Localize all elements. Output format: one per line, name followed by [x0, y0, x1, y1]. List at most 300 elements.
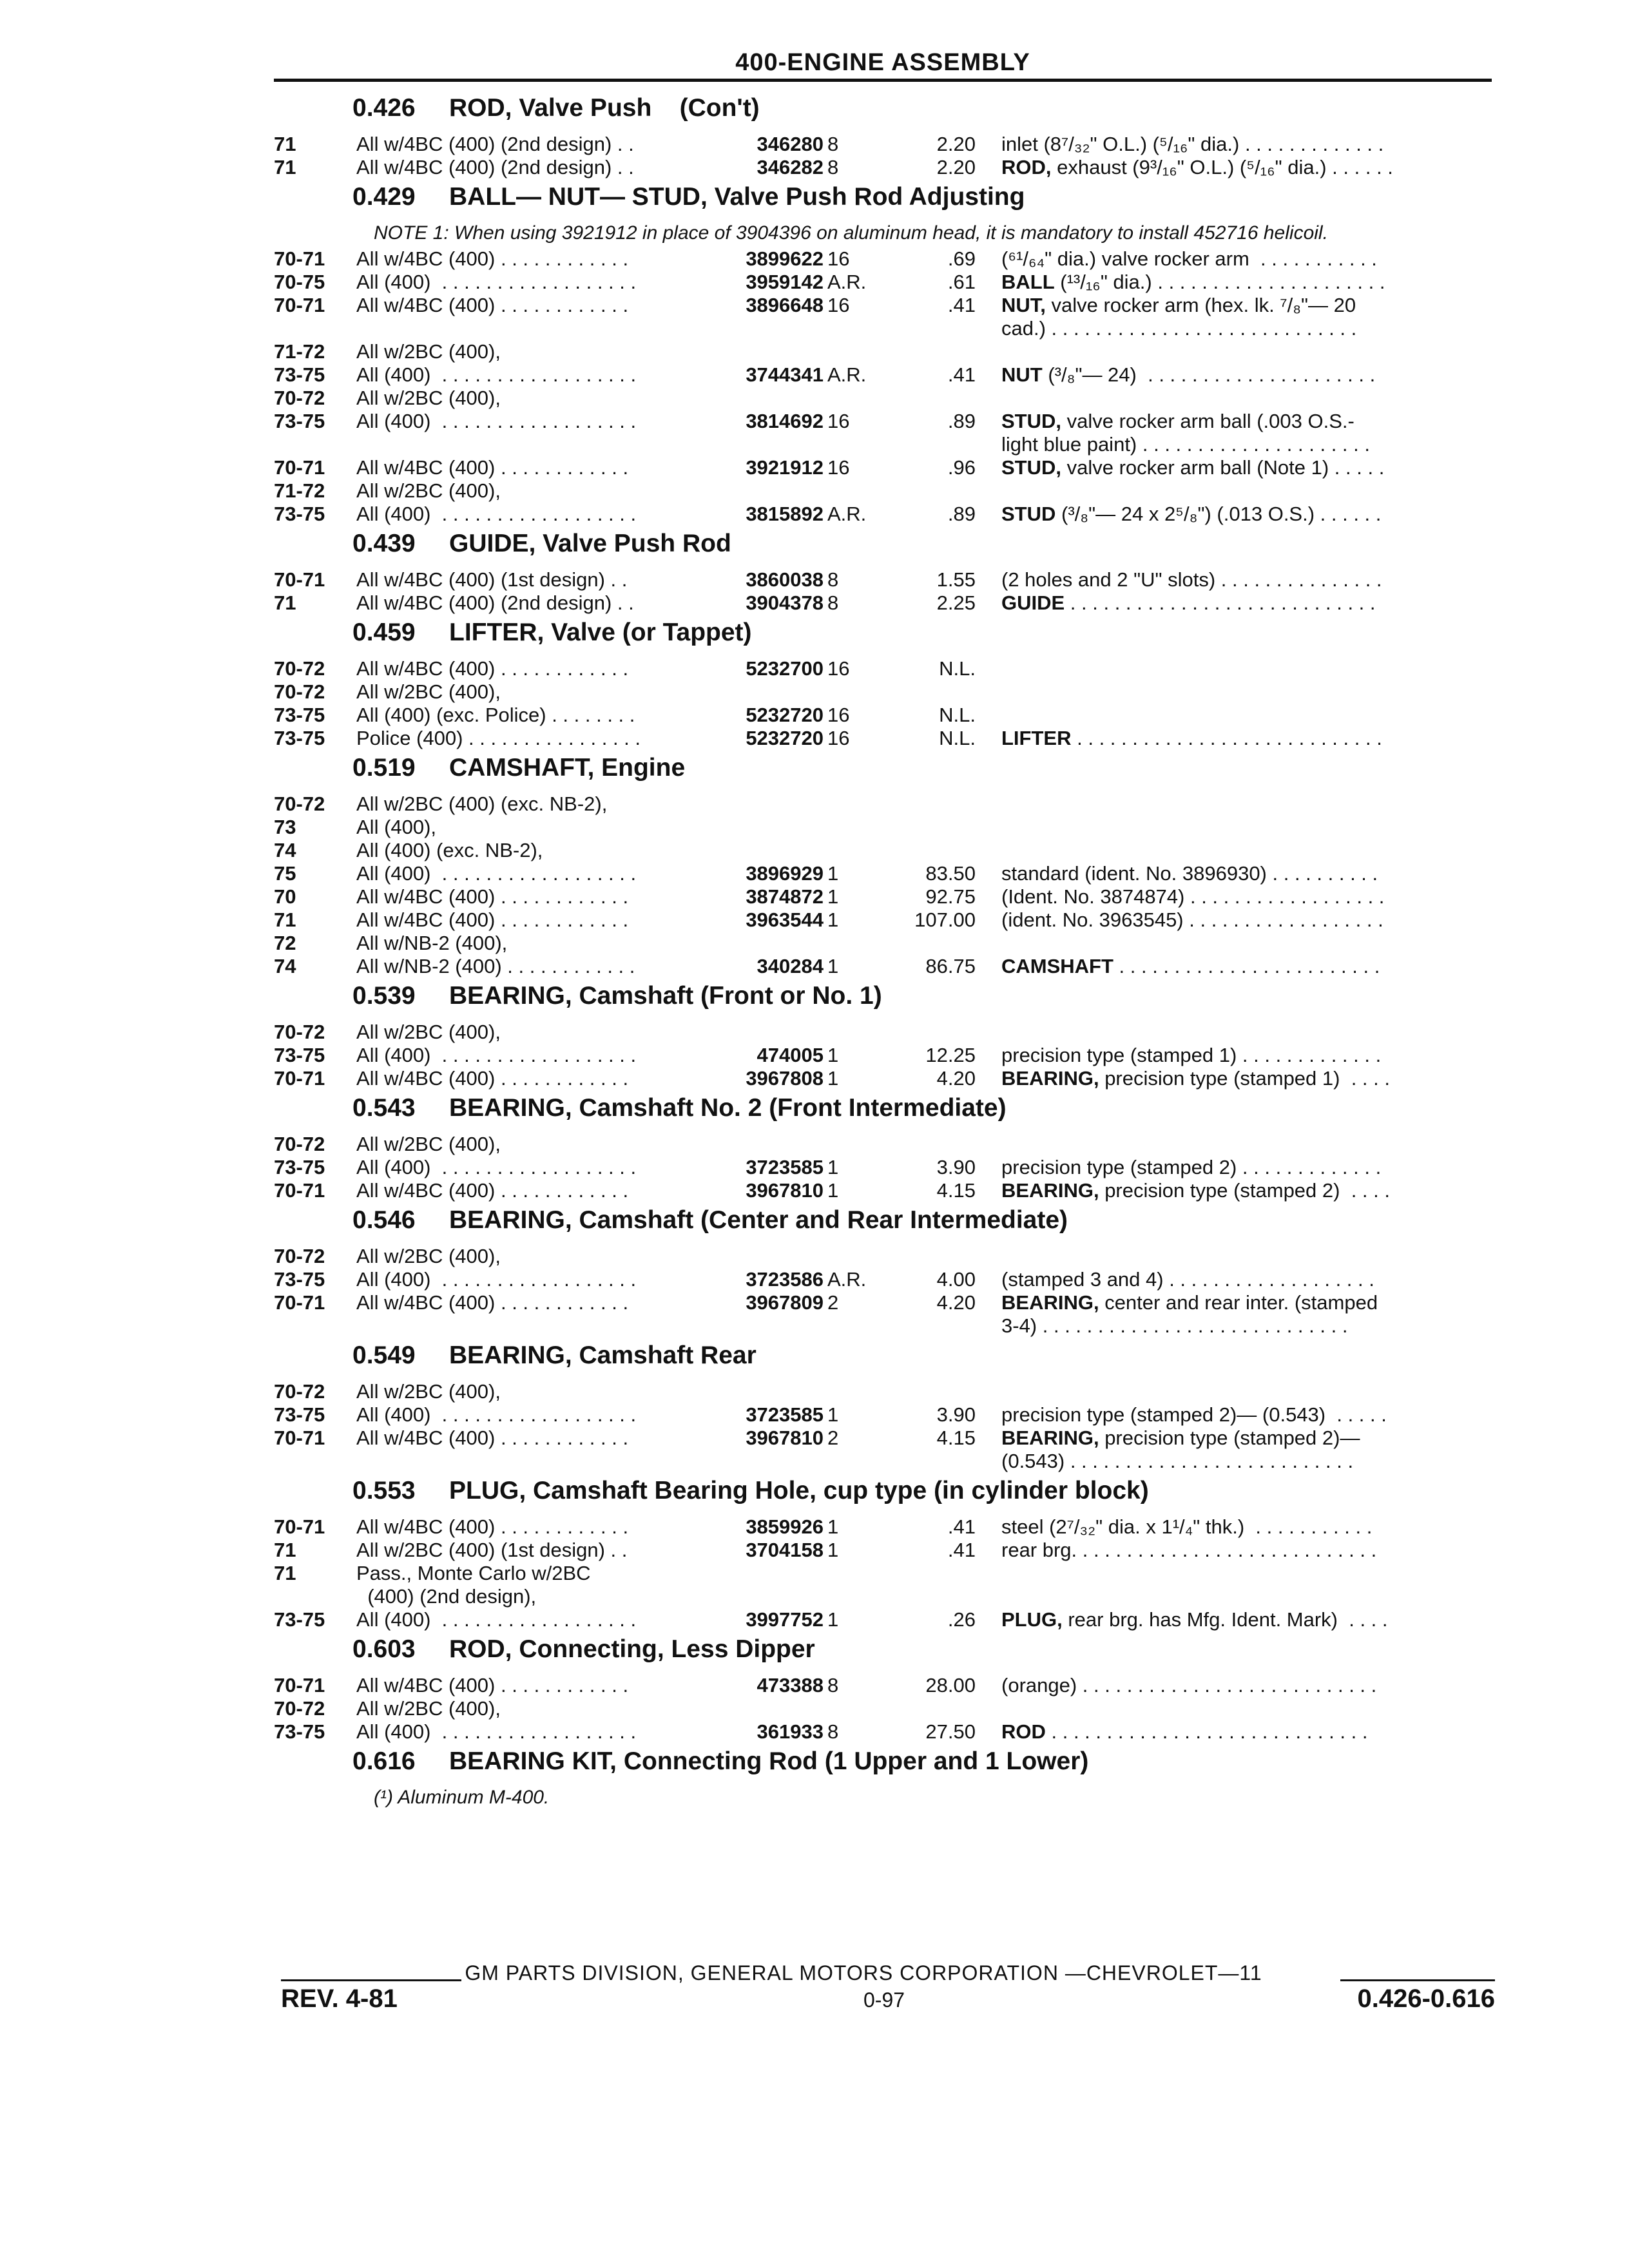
part-row [274, 727, 1498, 750]
price: .26 [947, 1608, 976, 1631]
part-row [274, 317, 1498, 340]
model-years: 70-71 [274, 1427, 325, 1449]
application: All (400) . . . . . . . . . . . . . . . . . . [356, 503, 637, 525]
price: 3.90 [936, 1403, 976, 1426]
quantity: 16 [827, 294, 850, 316]
description-text: (ident. No. 3963545) . . . . . . . . . . . . . . . . . . [1001, 908, 1383, 931]
description-keyword: NUT [1001, 363, 1043, 386]
description-text: exhaust (9³/₁₆" O.L.) (⁵/₁₆" dia.) . . . . . . [1051, 156, 1393, 178]
application: All (400) . . . . . . . . . . . . . . . . . . [356, 1044, 637, 1066]
application: All (400) . . . . . . . . . . . . . . . . . . [356, 862, 637, 885]
description-text: cad.) . . . . . . . . . . . . . . . . . . . . . . . . . . . . [1001, 317, 1357, 340]
part-row [274, 247, 1498, 271]
model-years: 73-75 [274, 727, 325, 749]
application: All w/NB-2 (400) . . . . . . . . . . . . [356, 955, 635, 977]
quantity: 16 [827, 657, 850, 680]
model-years: 70-72 [274, 1021, 325, 1043]
part-row [274, 410, 1498, 433]
quantity: 16 [827, 704, 850, 726]
page-title: 400-ENGINE ASSEMBLY [735, 49, 1030, 76]
section-number: 0.459 [352, 619, 416, 646]
section-heading [274, 526, 1498, 568]
section-number: 0.549 [352, 1341, 416, 1369]
description [1001, 568, 1498, 591]
model-years: 70-71 [274, 1674, 325, 1696]
quantity: 8 [827, 1720, 839, 1743]
application: All (400) . . . . . . . . . . . . . . . . . . [356, 410, 637, 432]
application: All (400) (exc. NB-2), [356, 839, 543, 861]
application: All w/4BC (400) . . . . . . . . . . . . [356, 294, 629, 316]
application: All w/2BC (400), [356, 340, 501, 363]
quantity: 1 [827, 908, 839, 931]
model-years: 71 [274, 133, 296, 155]
application: Police (400) . . . . . . . . . . . . . . . . [356, 727, 641, 749]
model-years: 73-75 [274, 363, 325, 386]
part-number: 5232720 [746, 727, 824, 749]
description-text: rear brg. . . . . . . . . . . . . . . . . . . . . . . . . . . . [1001, 1539, 1377, 1561]
part-row [274, 591, 1498, 615]
description-text: . . . . . . . . . . . . . . . . . . . . . . . . . . . . . [1045, 1720, 1368, 1743]
description [1001, 1067, 1498, 1090]
catalog-section [274, 978, 1498, 1090]
parts-catalog [274, 90, 1498, 1812]
part-number: 340284 [757, 955, 824, 977]
section-title: CAMSHAFT, Engine [449, 754, 686, 782]
section-title: BEARING KIT, Connecting Rod (1 Upper and 1 Lower) [449, 1747, 1089, 1775]
footer-page-number: 0-97 [863, 1988, 905, 2012]
quantity: 2 [827, 1291, 839, 1314]
description-text: (⁶¹/₆₄" dia.) valve rocker arm . . . . . . . . . . . [1001, 247, 1377, 270]
description-text: (¹³/₁₆" dia.) . . . . . . . . . . . . . . . . . . . . . [1054, 271, 1385, 293]
section-number: 0.616 [352, 1747, 416, 1775]
description [1001, 156, 1498, 179]
model-years: 70-72 [274, 680, 325, 703]
application: All w/4BC (400) (2nd design) . . [356, 156, 634, 178]
application: Pass., Monte Carlo w/2BC [356, 1562, 591, 1584]
section-title: BEARING, Camshaft No. 2 (Front Intermediate) [449, 1094, 1007, 1122]
quantity: 1 [827, 1044, 839, 1066]
quantity: A.R. [827, 1268, 867, 1291]
quantity: 8 [827, 1674, 839, 1696]
part-row [274, 294, 1498, 317]
part-row [274, 1245, 1498, 1268]
section-number: 0.426 [352, 94, 416, 122]
description [1001, 591, 1498, 615]
description [1001, 1156, 1498, 1179]
part-row [274, 704, 1498, 727]
description-keyword: BEARING, [1001, 1067, 1099, 1090]
price: 3.90 [936, 1156, 976, 1178]
application: All w/4BC (400) (1st design) . . [356, 568, 628, 591]
description [1001, 727, 1498, 750]
quantity: 2 [827, 1427, 839, 1449]
price: 4.15 [936, 1427, 976, 1449]
price: 4.00 [936, 1268, 976, 1291]
model-years: 70-72 [274, 657, 325, 680]
application: All w/2BC (400), [356, 680, 501, 703]
part-number: 474005 [757, 1044, 824, 1066]
application: All w/4BC (400) . . . . . . . . . . . . [356, 247, 629, 270]
catalog-section [274, 1631, 1498, 1744]
part-row [274, 387, 1498, 410]
price: 2.20 [936, 156, 976, 178]
part-row [274, 955, 1498, 978]
catalog-section [274, 526, 1498, 615]
catalog-section [274, 1473, 1498, 1631]
part-row [274, 1380, 1498, 1403]
model-years: 70-71 [274, 568, 325, 591]
application: All (400) (exc. Police) . . . . . . . . [356, 704, 635, 726]
description-text: (³/₈"— 24 x 2⁵/₈") (.013 O.S.) . . . . . . [1055, 503, 1382, 525]
description [1001, 1515, 1498, 1539]
model-years: 73-75 [274, 1268, 325, 1291]
description-keyword: BEARING, [1001, 1179, 1099, 1202]
quantity: 1 [827, 1539, 839, 1561]
description [1001, 294, 1498, 317]
description-keyword: BEARING, [1001, 1291, 1099, 1314]
price: .41 [947, 1515, 976, 1538]
price: .41 [947, 1539, 976, 1561]
part-row [274, 1608, 1498, 1631]
model-years: 71 [274, 591, 296, 614]
application: All (400) . . . . . . . . . . . . . . . . . . [356, 1720, 637, 1743]
section-number: 0.539 [352, 982, 416, 1010]
description-keyword: STUD, [1001, 410, 1061, 432]
model-years: 73-75 [274, 1608, 325, 1631]
part-number: 3967810 [746, 1427, 824, 1449]
part-row [274, 932, 1498, 955]
part-row [274, 1539, 1498, 1562]
description-text: center and rear inter. (stamped [1099, 1291, 1378, 1314]
price: N.L. [939, 657, 976, 680]
section-heading [274, 615, 1498, 657]
section-title: BEARING, Camshaft (Center and Rear Intermediate) [449, 1206, 1068, 1234]
part-number: 3723585 [746, 1156, 824, 1178]
part-number: 3896648 [746, 294, 824, 316]
description-text: standard (ident. No. 3896930) . . . . . . . . . . [1001, 862, 1378, 885]
part-number: 3904378 [746, 591, 824, 614]
description-keyword: LIFTER [1001, 727, 1072, 749]
description [1001, 503, 1498, 526]
section-title: BALL— NUT— STUD, Valve Push Rod Adjusting [449, 183, 1025, 211]
model-years: 70-72 [274, 387, 325, 409]
part-row [274, 456, 1498, 479]
application: All w/4BC (400) . . . . . . . . . . . . [356, 885, 629, 908]
price: 4.20 [936, 1067, 976, 1090]
section-heading [274, 1090, 1498, 1133]
section-title: ROD, Valve Push (Con't) [449, 94, 760, 122]
model-years: 70-72 [274, 793, 325, 815]
part-number: 3959142 [746, 271, 824, 293]
footer-rule-right [1340, 1979, 1495, 1981]
price: .41 [947, 363, 976, 386]
description [1001, 1403, 1498, 1427]
application: All w/4BC (400) . . . . . . . . . . . . [356, 1179, 629, 1202]
part-row [274, 1562, 1498, 1585]
quantity: A.R. [827, 503, 867, 525]
quantity: 1 [827, 1403, 839, 1426]
application: All (400) . . . . . . . . . . . . . . . . . . [356, 1156, 637, 1178]
description-text: valve rocker arm ball (Note 1) . . . . . [1061, 456, 1385, 479]
application: All w/4BC (400) . . . . . . . . . . . . [356, 1067, 629, 1090]
part-number: 3859926 [746, 1515, 824, 1538]
model-years: 71 [274, 156, 296, 178]
price: N.L. [939, 704, 976, 726]
description-text: precision type (stamped 1) . . . . [1099, 1067, 1390, 1090]
description-text: steel (2⁷/₃₂" dia. x 1¹/₄" thk.) . . . . . . . . . . . [1001, 1515, 1373, 1538]
model-years: 71-72 [274, 340, 325, 363]
description [1001, 1427, 1498, 1450]
price: N.L. [939, 727, 976, 749]
model-years: 74 [274, 839, 296, 861]
application: All w/4BC (400) . . . . . . . . . . . . [356, 456, 629, 479]
part-number: 3744341 [746, 363, 824, 386]
quantity: 1 [827, 862, 839, 885]
application: All w/2BC (400), [356, 1133, 501, 1155]
model-years: 73-75 [274, 410, 325, 432]
part-number: 3963544 [746, 908, 824, 931]
part-row [274, 1156, 1498, 1179]
section-heading [274, 1473, 1498, 1515]
price: .61 [947, 271, 976, 293]
part-row [274, 433, 1498, 456]
model-years: 73-75 [274, 1156, 325, 1178]
part-row [274, 340, 1498, 363]
price: 92.75 [925, 885, 976, 908]
section-heading [274, 1202, 1498, 1245]
part-row [274, 1450, 1498, 1473]
section-number: 0.519 [352, 754, 416, 782]
model-years: 72 [274, 932, 296, 954]
description-keyword: CAMSHAFT [1001, 955, 1113, 977]
description-text: 3-4) . . . . . . . . . . . . . . . . . . . . . . . . . . . . [1001, 1314, 1348, 1337]
section-number: 0.603 [352, 1635, 416, 1663]
quantity: 16 [827, 456, 850, 479]
model-years: 70 [274, 885, 296, 908]
description [1001, 456, 1498, 479]
description-text: precision type (stamped 2)— [1099, 1427, 1360, 1449]
model-years: 71 [274, 1539, 296, 1561]
quantity: 1 [827, 1608, 839, 1631]
quantity: 8 [827, 156, 839, 178]
price: .41 [947, 294, 976, 316]
part-row [274, 839, 1498, 862]
model-years: 70-72 [274, 1380, 325, 1403]
quantity: 16 [827, 410, 850, 432]
description-keyword: PLUG, [1001, 1608, 1063, 1631]
part-row [274, 1268, 1498, 1291]
application: All (400) . . . . . . . . . . . . . . . . . . [356, 363, 637, 386]
part-number: 3860038 [746, 568, 824, 591]
part-row [274, 156, 1498, 179]
description [1001, 1539, 1498, 1562]
quantity: 1 [827, 1179, 839, 1202]
part-number: 5232720 [746, 704, 824, 726]
description-text: (³/₈"— 24) . . . . . . . . . . . . . . . . . . . . . [1042, 363, 1376, 386]
application: All w/4BC (400) . . . . . . . . . . . . [356, 1674, 629, 1696]
description-keyword: NUT, [1001, 294, 1046, 316]
section-heading [274, 1338, 1498, 1380]
part-number: 3921912 [746, 456, 824, 479]
part-row [274, 1067, 1498, 1090]
part-row [274, 1697, 1498, 1720]
model-years: 71 [274, 908, 296, 931]
application: All (400) . . . . . . . . . . . . . . . . . . [356, 1608, 637, 1631]
part-row [274, 1585, 1498, 1608]
section-title: PLUG, Camshaft Bearing Hole, cup type (in cylinder block) [449, 1477, 1149, 1504]
description-text: (orange) . . . . . . . . . . . . . . . . . . . . . . . . . . . [1001, 1674, 1377, 1696]
model-years: 73-75 [274, 503, 325, 525]
description-text: valve rocker arm (hex. lk. ⁷/₈"— 20 [1045, 294, 1356, 316]
quantity: 1 [827, 1156, 839, 1178]
description-text: light blue paint) . . . . . . . . . . . . . . . . . . . . . [1001, 433, 1370, 456]
application: All (400) . . . . . . . . . . . . . . . . . . [356, 1268, 637, 1291]
part-number: 3815892 [746, 503, 824, 525]
part-row [274, 680, 1498, 704]
application: (400) (2nd design), [356, 1585, 537, 1608]
part-number: 3723585 [746, 1403, 824, 1426]
application: All (400) . . . . . . . . . . . . . . . . . . [356, 1403, 637, 1426]
description-keyword: STUD, [1001, 456, 1061, 479]
part-row [274, 271, 1498, 294]
description-text: (0.543) . . . . . . . . . . . . . . . . . . . . . . . . . . [1001, 1450, 1354, 1472]
part-row [274, 568, 1498, 591]
application: All w/4BC (400) . . . . . . . . . . . . [356, 1291, 629, 1314]
quantity: 16 [827, 727, 850, 749]
application: All w/2BC (400), [356, 387, 501, 409]
part-row [274, 1021, 1498, 1044]
section-heading [274, 1631, 1498, 1674]
part-number: 346282 [757, 156, 824, 178]
section-heading [274, 750, 1498, 793]
model-years: 73-75 [274, 1403, 325, 1426]
application: All w/2BC (400) (exc. NB-2), [356, 793, 608, 815]
description [1001, 955, 1498, 978]
price: 83.50 [925, 862, 976, 885]
part-number: 3967809 [746, 1291, 824, 1314]
price: .96 [947, 456, 976, 479]
part-number: 3723586 [746, 1268, 824, 1291]
application: All w/2BC (400) (1st design) . . [356, 1539, 628, 1561]
part-row [274, 1674, 1498, 1697]
application: All w/4BC (400) . . . . . . . . . . . . [356, 1515, 629, 1538]
price: 4.15 [936, 1179, 976, 1202]
description-text: precision type (stamped 2) . . . . . . . . . . . . . [1001, 1156, 1382, 1178]
application: All w/2BC (400), [356, 479, 501, 502]
quantity: 16 [827, 247, 850, 270]
header-rule [274, 79, 1492, 82]
part-row [274, 1403, 1498, 1427]
price: 4.20 [936, 1291, 976, 1314]
application: All w/4BC (400) . . . . . . . . . . . . [356, 1427, 629, 1449]
model-years: 70-71 [274, 1179, 325, 1202]
description-text: valve rocker arm ball (.003 O.S.- [1061, 410, 1354, 432]
description [1001, 885, 1498, 908]
application: All w/2BC (400), [356, 1021, 501, 1043]
section-note: NOTE 1: When using 3921912 in place of 3904396 on aluminum head, it is mandatory to install 452716 helicoil. [374, 222, 1328, 244]
description-keyword: GUIDE [1001, 591, 1065, 614]
model-years: 70-75 [274, 271, 325, 293]
model-years: 70-71 [274, 1515, 325, 1538]
description [1001, 1314, 1498, 1338]
description-text: . . . . . . . . . . . . . . . . . . . . . . . . . . . . [1065, 591, 1376, 614]
quantity: A.R. [827, 271, 867, 293]
footer-division: GM PARTS DIVISION, GENERAL MOTORS CORPORATION —CHEVROLET—11 [465, 1961, 1262, 1984]
description-text: precision type (stamped 2) . . . . [1099, 1179, 1390, 1202]
part-row [274, 133, 1498, 156]
part-number: 3896929 [746, 862, 824, 885]
model-years: 70-71 [274, 456, 325, 479]
application: All w/2BC (400), [356, 1697, 501, 1720]
catalog-section [274, 179, 1498, 526]
model-years: 73 [274, 816, 296, 838]
section-heading [274, 978, 1498, 1021]
price: 86.75 [925, 955, 976, 977]
quantity: 1 [827, 1515, 839, 1538]
section-number: 0.429 [352, 183, 416, 211]
part-row [274, 1720, 1498, 1744]
price: 2.25 [936, 591, 976, 614]
price: 2.20 [936, 133, 976, 155]
application: All (400), [356, 816, 437, 838]
price: 28.00 [925, 1674, 976, 1696]
model-years: 71-72 [274, 479, 325, 502]
description [1001, 271, 1498, 294]
section-title: GUIDE, Valve Push Rod [449, 530, 731, 557]
catalog-section [274, 1090, 1498, 1202]
model-years: 73-75 [274, 1044, 325, 1066]
part-number: 346280 [757, 133, 824, 155]
description-text: precision type (stamped 1) . . . . . . . . . . . . . [1001, 1044, 1382, 1066]
price: 107.00 [914, 908, 976, 931]
description-text: (Ident. No. 3874874) . . . . . . . . . . . . . . . . . . [1001, 885, 1385, 908]
part-row [274, 1179, 1498, 1202]
description [1001, 862, 1498, 885]
section-title: BEARING, Camshaft (Front or No. 1) [449, 982, 882, 1010]
catalog-section [274, 1202, 1498, 1338]
description [1001, 133, 1498, 156]
description-text: precision type (stamped 2)— (0.543) . . . . . [1001, 1403, 1387, 1426]
part-number: 361933 [757, 1720, 824, 1743]
description-text: . . . . . . . . . . . . . . . . . . . . . . . . . . . . [1071, 727, 1382, 749]
part-row [274, 1044, 1498, 1067]
quantity: A.R. [827, 363, 867, 386]
model-years: 70-71 [274, 294, 325, 316]
catalog-section [274, 615, 1498, 750]
description-keyword: ROD, [1001, 156, 1052, 178]
description-keyword: STUD [1001, 503, 1056, 525]
description-text: . . . . . . . . . . . . . . . . . . . . . . . . [1113, 955, 1380, 977]
description [1001, 1720, 1498, 1744]
section-heading [274, 90, 1498, 133]
section-note: (¹) Aluminum M-400. [374, 1787, 550, 1808]
part-number: 3814692 [746, 410, 824, 432]
part-number: 5232700 [746, 657, 824, 680]
section-number: 0.546 [352, 1206, 416, 1234]
model-years: 70-72 [274, 1245, 325, 1267]
price: 27.50 [925, 1720, 976, 1743]
model-years: 70-71 [274, 247, 325, 270]
price: 1.55 [936, 568, 976, 591]
application: All w/NB-2 (400), [356, 932, 508, 954]
description-text: rear brg. has Mfg. Ident. Mark) . . . . [1062, 1608, 1388, 1631]
part-number: 473388 [757, 1674, 824, 1696]
description [1001, 1179, 1498, 1202]
catalog-section [274, 1744, 1498, 1809]
catalog-section [274, 90, 1498, 179]
section-number: 0.543 [352, 1094, 416, 1122]
description-keyword: BEARING, [1001, 1427, 1099, 1449]
